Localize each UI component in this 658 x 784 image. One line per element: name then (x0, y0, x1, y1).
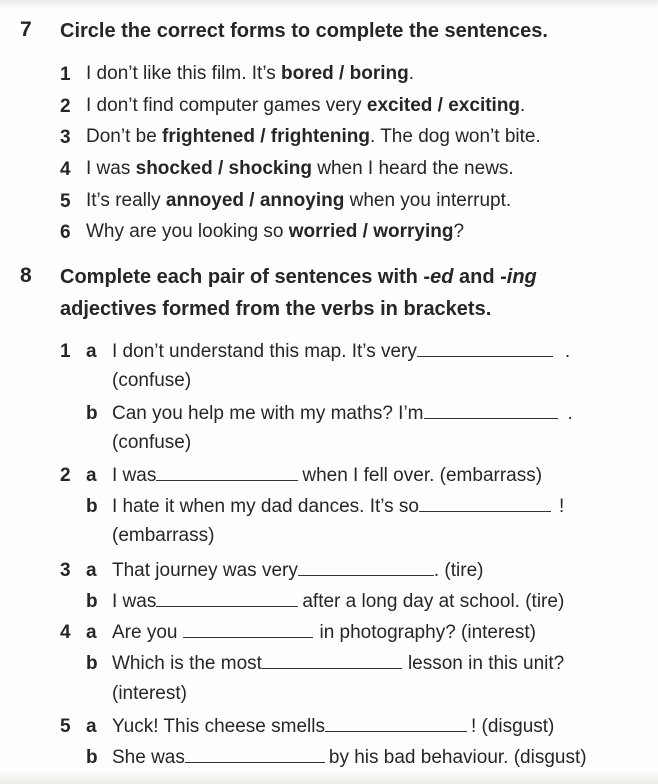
ex7-item-3 (86, 126, 541, 148)
ex8-item-2a (112, 464, 542, 487)
ex8-item-2a-letter: a (86, 465, 97, 486)
ex7-item-3-text: Don’t be (86, 126, 163, 147)
ex8-item-5b (112, 746, 587, 769)
ex8-item-1a-letter: a (86, 341, 97, 362)
ex8-item-2b-blank[interactable] (419, 495, 551, 512)
ex8-item-1a-text: I don’t understand this map. It’s very (112, 341, 417, 362)
ex8-item-5a-letter: a (86, 716, 97, 737)
instruction-ing: ing (506, 266, 537, 288)
ex7-item-3-options[interactable]: frightened / frightening (162, 126, 370, 147)
ex7-item-6-number: 6 (60, 222, 71, 243)
exercise-8-number: 8 (20, 264, 32, 287)
ex8-item-4b-blank[interactable] (262, 652, 402, 669)
ex8-item-1a-blank[interactable] (417, 340, 553, 357)
ex8-item-3b-letter: b (86, 591, 98, 612)
ex8-item-4b-text: Which is the most (112, 653, 262, 674)
ex8-item-4a-end: in photography? (interest) (319, 622, 536, 643)
ex7-item-5 (86, 190, 511, 212)
ex8-item-1a-cue: (confuse) (112, 370, 192, 391)
ex8-item-4a-letter: a (86, 622, 97, 643)
ex8-item-4b (112, 652, 564, 675)
ex8-item-3b-text: I was (112, 591, 157, 612)
ex8-item-3a-letter: a (86, 560, 97, 581)
ex8-item-4b-letter: b (86, 653, 98, 674)
ex7-item-4-number: 4 (60, 159, 71, 180)
ex8-item-5b-letter: b (86, 747, 98, 768)
instruction-part-2: and - (453, 266, 507, 288)
ex8-item-4-number: 4 (60, 622, 71, 643)
ex8-item-5b-blank[interactable] (185, 746, 325, 763)
ex8-item-2a-blank[interactable] (156, 464, 298, 481)
ex8-item-2b-text: I hate it when my dad dances. It’s so (112, 496, 419, 517)
ex8-item-4a-text: Are you (112, 622, 178, 643)
ex7-item-5-end: when you interrupt. (344, 190, 512, 211)
ex8-item-5b-end: by his bad behaviour. (disgust) (328, 747, 587, 768)
ex7-item-5-number: 5 (60, 191, 71, 212)
exercise-8-instruction-line-2: adjectives formed from the verbs in brackets. (60, 298, 492, 320)
instruction-part-1: Complete each pair of sentences with - (60, 266, 431, 288)
ex8-item-3a-end: . (tire) (433, 560, 484, 581)
ex7-item-5-text: It’s really (86, 190, 166, 211)
ex8-item-5b-text: She was (112, 747, 185, 768)
ex7-item-1-end: . (408, 63, 414, 84)
ex7-item-1-text: I don’t like this film. It’s (86, 63, 281, 84)
ex7-item-4 (86, 158, 514, 180)
ex8-item-5a (112, 715, 554, 738)
ex8-item-2b-letter: b (86, 496, 98, 517)
ex7-item-5-options[interactable]: annoyed / annoying (165, 190, 345, 211)
ex7-item-4-text: I was (86, 158, 136, 179)
ex8-item-3b-blank[interactable] (156, 590, 298, 607)
ex8-item-1b-text: Can you help me with my maths? I’m (112, 403, 424, 424)
ex7-item-1 (86, 63, 414, 85)
ex8-item-1-number: 1 (60, 341, 71, 362)
ex7-item-2-end: . (520, 95, 526, 116)
ex7-item-1-number: 1 (60, 64, 71, 85)
ex7-item-6-end: ? (453, 221, 465, 242)
exercise-8-instruction-line-1 (60, 260, 537, 294)
ex8-item-2a-end: when I fell over. (embarrass) (302, 465, 543, 486)
ex8-item-5a-text: Yuck! This cheese smells (112, 716, 325, 737)
ex8-item-3-number: 3 (60, 560, 71, 581)
ex8-item-5a-blank[interactable] (325, 715, 467, 732)
ex8-item-4b-end: lesson in this unit? (407, 653, 565, 674)
instruction-ed: ed (430, 266, 454, 288)
ex8-item-1b-cue: (confuse) (112, 432, 192, 453)
ex7-item-6-text: Why are you looking so (86, 221, 289, 242)
ex8-item-1b-letter: b (86, 403, 98, 424)
ex7-item-2-options[interactable]: excited / exciting (366, 95, 521, 116)
ex8-item-2b-cue: (embarrass) (112, 525, 215, 546)
ex8-item-5-number: 5 (60, 716, 71, 737)
ex7-item-3-number: 3 (60, 127, 71, 148)
ex7-item-4-options[interactable]: shocked / shocking (135, 158, 312, 179)
ex8-item-3a-blank[interactable] (298, 559, 434, 576)
ex7-item-3-end: . The dog won’t bite. (369, 126, 541, 147)
ex8-item-3b-end: after a long day at school. (tire) (302, 591, 565, 612)
ex7-item-2-number: 2 (60, 96, 71, 117)
ex8-item-1a-end: . (564, 341, 571, 362)
ex7-item-2-text: I don’t find computer games very (86, 95, 367, 116)
ex8-item-3b (112, 590, 564, 613)
top-edge (0, 0, 658, 8)
ex8-item-4b-cue: (interest) (112, 683, 187, 704)
ex8-item-1b (112, 402, 573, 425)
ex8-item-2b (112, 495, 564, 518)
ex8-item-4a-blank[interactable] (183, 621, 313, 638)
ex8-item-4a (112, 621, 536, 644)
ex7-item-2 (86, 95, 525, 117)
ex8-item-1a (112, 340, 570, 363)
bottom-edge (0, 770, 658, 784)
ex8-item-5a-end: ! (disgust) (470, 716, 555, 737)
ex7-item-4-end: when I heard the news. (311, 158, 514, 179)
exercise-7-number: 7 (20, 18, 32, 41)
ex8-item-1b-blank[interactable] (424, 402, 558, 419)
ex7-item-6-options[interactable]: worried / worrying (288, 221, 454, 242)
ex7-item-6 (86, 221, 464, 243)
exercise-7-instruction: Circle the correct forms to complete the sentences. (60, 20, 548, 42)
ex8-item-2a-text: I was (112, 465, 157, 486)
ex8-item-1b-end: . (567, 403, 573, 424)
ex8-item-2-number: 2 (60, 465, 71, 486)
ex8-item-3a-text: That journey was very (112, 560, 298, 581)
ex8-item-2b-end: ! (559, 496, 565, 517)
ex7-item-1-options[interactable]: bored / boring (281, 63, 409, 84)
ex8-item-3a (112, 559, 483, 582)
